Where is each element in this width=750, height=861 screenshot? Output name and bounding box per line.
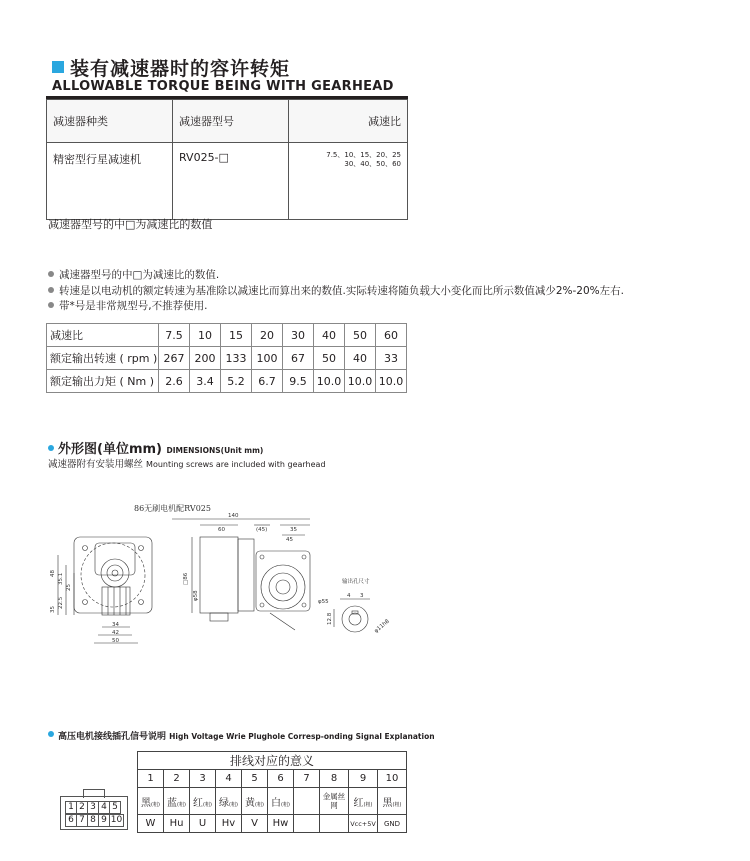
svg-text:35.1: 35.1	[58, 572, 64, 585]
wire-color: 黄(粗)	[242, 788, 268, 815]
blue-dot-icon	[48, 731, 54, 737]
dimensions-sub-en: Mounting screws are included with gearhead	[146, 460, 326, 469]
connector-row-top	[65, 801, 120, 814]
table-cell: 60	[376, 324, 407, 347]
svg-text:35: 35	[50, 606, 56, 613]
wiring-table	[137, 751, 407, 833]
table-cell: 20	[252, 324, 283, 347]
pin-cell: 3	[87, 801, 99, 814]
table-cell: 10.0	[376, 370, 407, 393]
svg-text:12.8: 12.8	[327, 612, 333, 625]
performance-table	[46, 323, 407, 393]
svg-text:60: 60	[218, 527, 225, 533]
pin-cell: 4	[98, 801, 110, 814]
table-cell: 9.5	[283, 370, 314, 393]
gearbox-front-view	[58, 537, 152, 643]
wire-color: 黑(粗)	[378, 788, 407, 815]
table-cell: 100	[252, 347, 283, 370]
svg-text:3: 3	[360, 593, 364, 599]
header-model: 减速器型号	[173, 100, 289, 143]
table-row	[47, 347, 407, 370]
gearhead-table	[46, 99, 408, 220]
pin-number: 1	[138, 770, 164, 788]
dimensions-subtitle	[48, 456, 326, 470]
pin-cell: 8	[87, 814, 99, 827]
svg-text:48: 48	[50, 570, 56, 577]
table-cell: 2.6	[159, 370, 190, 393]
wiring-table-title: 排线对应的意义	[138, 752, 407, 770]
pin-cell: 9	[98, 814, 110, 827]
table-cell: 267	[159, 347, 190, 370]
header-type: 减速器种类	[47, 100, 173, 143]
svg-text:22.5: 22.5	[58, 596, 64, 609]
table-cell: 3.4	[190, 370, 221, 393]
cell-model: RV025-□	[173, 143, 289, 220]
svg-text:34: 34	[112, 622, 119, 628]
svg-text:φ11h8: φ11h8	[373, 618, 391, 635]
wire-color: 白(粗)	[268, 788, 294, 815]
bullet-text: 减速器型号的中□为减速比的数值.	[59, 269, 220, 281]
table-row	[138, 788, 407, 815]
signal-name: W	[138, 815, 164, 833]
pin-cell: 10	[110, 815, 123, 825]
row-label: 额定输出转速 ( rpm )	[47, 347, 159, 370]
svg-text:35: 35	[290, 527, 297, 533]
drawing-caption: 86无刷电机配RV025	[134, 504, 211, 513]
table-cell: 6.7	[252, 370, 283, 393]
table-row	[138, 770, 407, 788]
svg-text:45: 45	[286, 537, 293, 543]
bullet-dot-icon	[48, 271, 54, 277]
bullet-3	[48, 298, 207, 313]
signal-name	[294, 815, 320, 833]
ratios-line1: 7.5、10、15、20、25	[326, 151, 401, 159]
table-cell: 133	[221, 347, 252, 370]
dimensions-sub-cn: 减速器附有安装用螺丝	[48, 459, 144, 470]
wire-color: 蓝(粗)	[164, 788, 190, 815]
connector-row-bottom	[65, 814, 123, 827]
signal-name: Hu	[164, 815, 190, 833]
page-title-en: ALLOWABLE TORQUE BEING WITH GEARHEAD	[52, 79, 394, 94]
row-label: 减速比	[47, 324, 159, 347]
table-cell: 50	[314, 347, 345, 370]
svg-text:□86: □86	[183, 572, 189, 585]
signal-name	[320, 815, 349, 833]
svg-text:φ55: φ55	[318, 599, 329, 605]
table-cell: 5.2	[221, 370, 252, 393]
motor-side-view	[172, 519, 310, 621]
table-cell: 40	[345, 347, 376, 370]
table-cell: 50	[345, 324, 376, 347]
dimensions-heading-en: DIMENSIONS(Unit mm)	[166, 446, 264, 455]
wire-color: 金属丝网	[320, 788, 349, 815]
wire-color: 黑(粗)	[138, 788, 164, 815]
pin-number: 6	[268, 770, 294, 788]
table-cell: 10.0	[345, 370, 376, 393]
svg-text:42: 42	[112, 630, 119, 636]
pin-number: 7	[294, 770, 320, 788]
pin-number: 10	[378, 770, 407, 788]
connector-diagram	[60, 796, 128, 830]
table-note: 减速器型号的中□为减速比的数值	[48, 218, 213, 231]
cell-type: 精密型行星减速机	[47, 143, 173, 220]
signal-name: Hv	[216, 815, 242, 833]
table-cell: 10.0	[314, 370, 345, 393]
signal-name: Vcc+5V	[349, 815, 378, 833]
wire-color: 红(粗)	[349, 788, 378, 815]
table-row	[47, 324, 407, 347]
connector-latch	[83, 789, 105, 798]
table-cell: 10	[190, 324, 221, 347]
wiring-heading-cn: 高压电机接线插孔信号说明	[58, 732, 167, 742]
signal-name: Hw	[268, 815, 294, 833]
pin-number: 2	[164, 770, 190, 788]
wire-color: 绿(粗)	[216, 788, 242, 815]
wiring-heading	[48, 729, 435, 742]
svg-text:50: 50	[112, 638, 119, 644]
header-ratio: 减速比	[289, 100, 408, 143]
signal-name: GND	[378, 815, 407, 833]
pin-cell: 7	[76, 814, 88, 827]
pin-cell: 2	[76, 801, 88, 814]
pin-cell: 1	[65, 801, 77, 814]
table-row	[47, 370, 407, 393]
table-row	[138, 815, 407, 833]
table-cell: 7.5	[159, 324, 190, 347]
wire-color: 红(粗)	[190, 788, 216, 815]
svg-text:(45): (45)	[256, 527, 268, 533]
table-cell: 30	[283, 324, 314, 347]
svg-text:140: 140	[228, 513, 239, 519]
bullet-text: 带*号是非常规型号,不推荐使用.	[59, 300, 208, 312]
bullet-dot-icon	[48, 302, 54, 308]
page-title-cn: 装有减速器时的容许转矩	[70, 58, 291, 80]
ratios-line2: 30、40、50、60	[344, 160, 401, 168]
pin-number: 8	[320, 770, 349, 788]
pin-number: 3	[190, 770, 216, 788]
shaft-caption: 输出孔尺寸	[342, 579, 370, 585]
bullet-1	[48, 267, 219, 282]
bullet-2	[48, 283, 624, 298]
output-hole-detail	[334, 599, 370, 632]
table-cell: 40	[314, 324, 345, 347]
wiring-heading-en: High Voltage Wrie Plughole Corresp-onding Signal Explanation	[169, 732, 435, 741]
pin-number: 4	[216, 770, 242, 788]
svg-text:25: 25	[66, 584, 72, 591]
table-cell: 33	[376, 347, 407, 370]
wire-color	[294, 788, 320, 815]
title-square-icon	[52, 61, 64, 73]
pin-cell: 5	[109, 801, 121, 814]
bullet-dot-icon	[48, 287, 54, 293]
pin-cell: 6	[65, 814, 77, 827]
cell-ratios	[289, 143, 408, 220]
signal-name: V	[242, 815, 268, 833]
dimensions-heading-cn: 外形图(单位mm)	[58, 442, 162, 457]
dimensions-heading	[48, 438, 263, 457]
table-cell: 200	[190, 347, 221, 370]
row-label: 额定输出力矩 ( Nm )	[47, 370, 159, 393]
pin-number: 5	[242, 770, 268, 788]
table-cell: 67	[283, 347, 314, 370]
svg-text:4: 4	[347, 593, 351, 599]
pin-number: 9	[349, 770, 378, 788]
dimension-drawing	[40, 495, 410, 655]
gearbox-output-view	[256, 551, 310, 630]
svg-text:φ58: φ58	[193, 590, 199, 601]
signal-name: U	[190, 815, 216, 833]
blue-dot-icon	[48, 445, 54, 451]
bullet-text: 转速是以电动机的额定转速为基准除以减速比而算出来的数值.实际转速将随负载大小变化而比所示数值减少2%-20%左右.	[59, 285, 624, 297]
table-cell: 15	[221, 324, 252, 347]
